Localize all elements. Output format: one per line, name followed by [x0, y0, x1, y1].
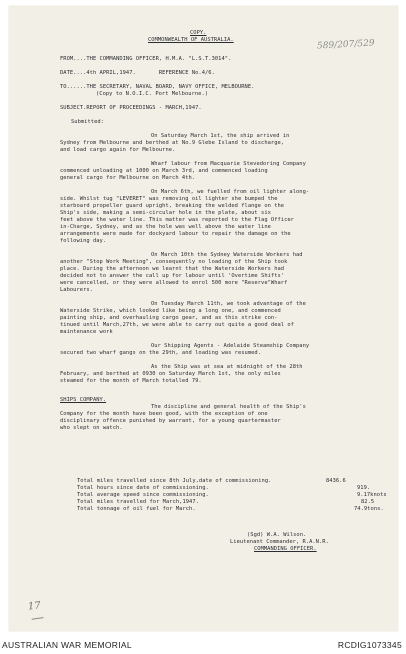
para4-line6: Labourers.: [60, 287, 93, 293]
para3-line1: On March 6th, we fuelled from oil lighter along-: [151, 189, 310, 195]
copy-heading: COPY.: [190, 30, 207, 36]
para3-line3: starboard propeller guard upright, breaking the welded flange on the: [60, 203, 285, 209]
para1-line2: Sydney from Melbourne and berthed at No.9 Glebe Island to discharge,: [60, 140, 285, 146]
para1-line3: and load cargo again for Melbourne.: [60, 147, 176, 153]
para7-line3: steamed for the month of March totalled 79.: [60, 378, 202, 384]
ships-company-line4: who slept on watch.: [60, 425, 123, 431]
para2-line2: commenced unloading at 1000 on March 3rd, and commenced loading: [60, 168, 268, 174]
para3-line6: in-Charge, Sydney, and as the hole was well above the water line: [60, 224, 271, 230]
para3-line7: arrangements were made for dockyard labour to repair the damage on the: [60, 231, 291, 237]
para5-line3: painting ship, and overhauling cargo gear, and as this strike con-: [60, 315, 278, 321]
signature-rank: Lieutenant Commander, R.A.N.R.: [230, 539, 329, 545]
margin-scribble: [30, 609, 43, 620]
para7-line2: February, and berthed at 0930 on Saturday March 1st, the only miles: [60, 371, 281, 377]
to-line: TO......THE SECRETARY, NAVAL BOARD, NAVY OFFICE, MELBOURNE.: [60, 84, 255, 90]
para4-line3: place. During the afternoon we learnt that the Waterside Workers had: [60, 266, 285, 272]
average-speed-value: 9.17knots: [357, 492, 387, 498]
para5-line4: tinued until March,27th, we were able to carry out quite a good deal of: [60, 322, 294, 328]
para1-line1: On Saturday March 1st, the ship arrived in: [151, 133, 290, 139]
para4-line1: On March 10th the Sydney Waterside Workers had: [151, 252, 303, 258]
average-speed-label: Total average speed since commissioning.: [77, 492, 209, 498]
footer-institution: AUSTRALIAN WAR MEMORIAL: [2, 640, 132, 650]
total-miles-value: 8436.6: [326, 478, 346, 484]
commonwealth-heading: COMMONWEALTH OF AUSTRALIA.: [148, 37, 234, 43]
para2-line1: Wharf labour from Macquarie Stevedoring Company: [151, 161, 306, 167]
total-miles-label: Total miles travelled since 8th July,date of commissioning.: [77, 478, 272, 484]
file-reference-handwritten: 589/207/529: [316, 38, 375, 52]
signature-title: COMMANDING OFFICER.: [254, 546, 317, 552]
para6-line2: secured two wharf gangs on the 29th, and loading was resumed.: [60, 350, 262, 356]
submitted-label: Submitted:: [71, 119, 104, 125]
para5-line5: maintenance work: [60, 329, 113, 335]
total-hours-label: Total hours since date of commissioning.: [77, 485, 209, 491]
para4-line4: decided not to answer the call up for labour until 'Overtime Shifts': [60, 273, 285, 279]
oil-fuel-label: Total tonnage of oil fuel for March.: [77, 506, 196, 512]
para6-line1: Our Shipping Agents - Adelaide Steamship Company: [151, 343, 310, 349]
para3-line8: following day.: [60, 238, 107, 244]
para2-line3: general cargo for Melbourne on March 4th.: [60, 175, 196, 181]
date-line: DATE....4th APRIL,1947. REFERENCE No.4/6.: [60, 70, 215, 76]
subject-line: SUBJECT.REPORT OF PROCEEDINGS - MARCH,1947.: [60, 105, 202, 111]
margin-note-handwritten: 17: [27, 600, 42, 613]
total-hours-value: 919.: [357, 485, 371, 491]
signature-name: (Sgd) W.A. Wilson.: [247, 532, 307, 538]
para5-line2: Waterside Strike, which looked like being a long one, and commenced: [60, 308, 281, 314]
para3-line5: feet above the water line. This matter was reported to the Flag Officer: [60, 217, 294, 223]
para4-line5: were cancelled, or they were allowed to enrol 500 more "Reserve"Wharf: [60, 280, 288, 286]
para3-line4: Ship's side, making a semi-circular hole in the plate, about six: [60, 210, 271, 216]
ships-company-line3: disciplinary offence punished by warrant, for a young quartermaster: [60, 418, 281, 424]
oil-fuel-value: 74.9tons.: [354, 506, 384, 512]
march-miles-label: Total miles travelled for March,1947.: [77, 499, 199, 505]
march-miles-value: 82.5: [361, 499, 375, 505]
ships-company-heading: SHIPS COMPANY.: [60, 397, 107, 403]
para4-line2: another "Stop Work Meeting", consequently no loading of the Ship took: [60, 259, 288, 265]
ships-company-line1: The discipline and general health of the Ship's: [151, 404, 306, 410]
copy-to-line: (Copy to N.O.I.C. Port Melbourne.): [96, 91, 209, 97]
ships-company-line2: Company for the month have been good, with the exception of one: [60, 411, 268, 417]
footer-record-id: RCDIG1073345: [337, 640, 402, 650]
from-line: FROM....THE COMMANDING OFFICER, H.M.A. "L.S.T.3014".: [60, 56, 232, 62]
para7-line1: As the Ship was at sea at midnight of the 28th: [151, 364, 303, 370]
para3-line2: side. Whilst tug "LEVERET" was removing oil lighter she bumped the: [60, 196, 278, 202]
para5-line1: On Tuesday March 11th, we took advantage of the: [151, 301, 306, 307]
